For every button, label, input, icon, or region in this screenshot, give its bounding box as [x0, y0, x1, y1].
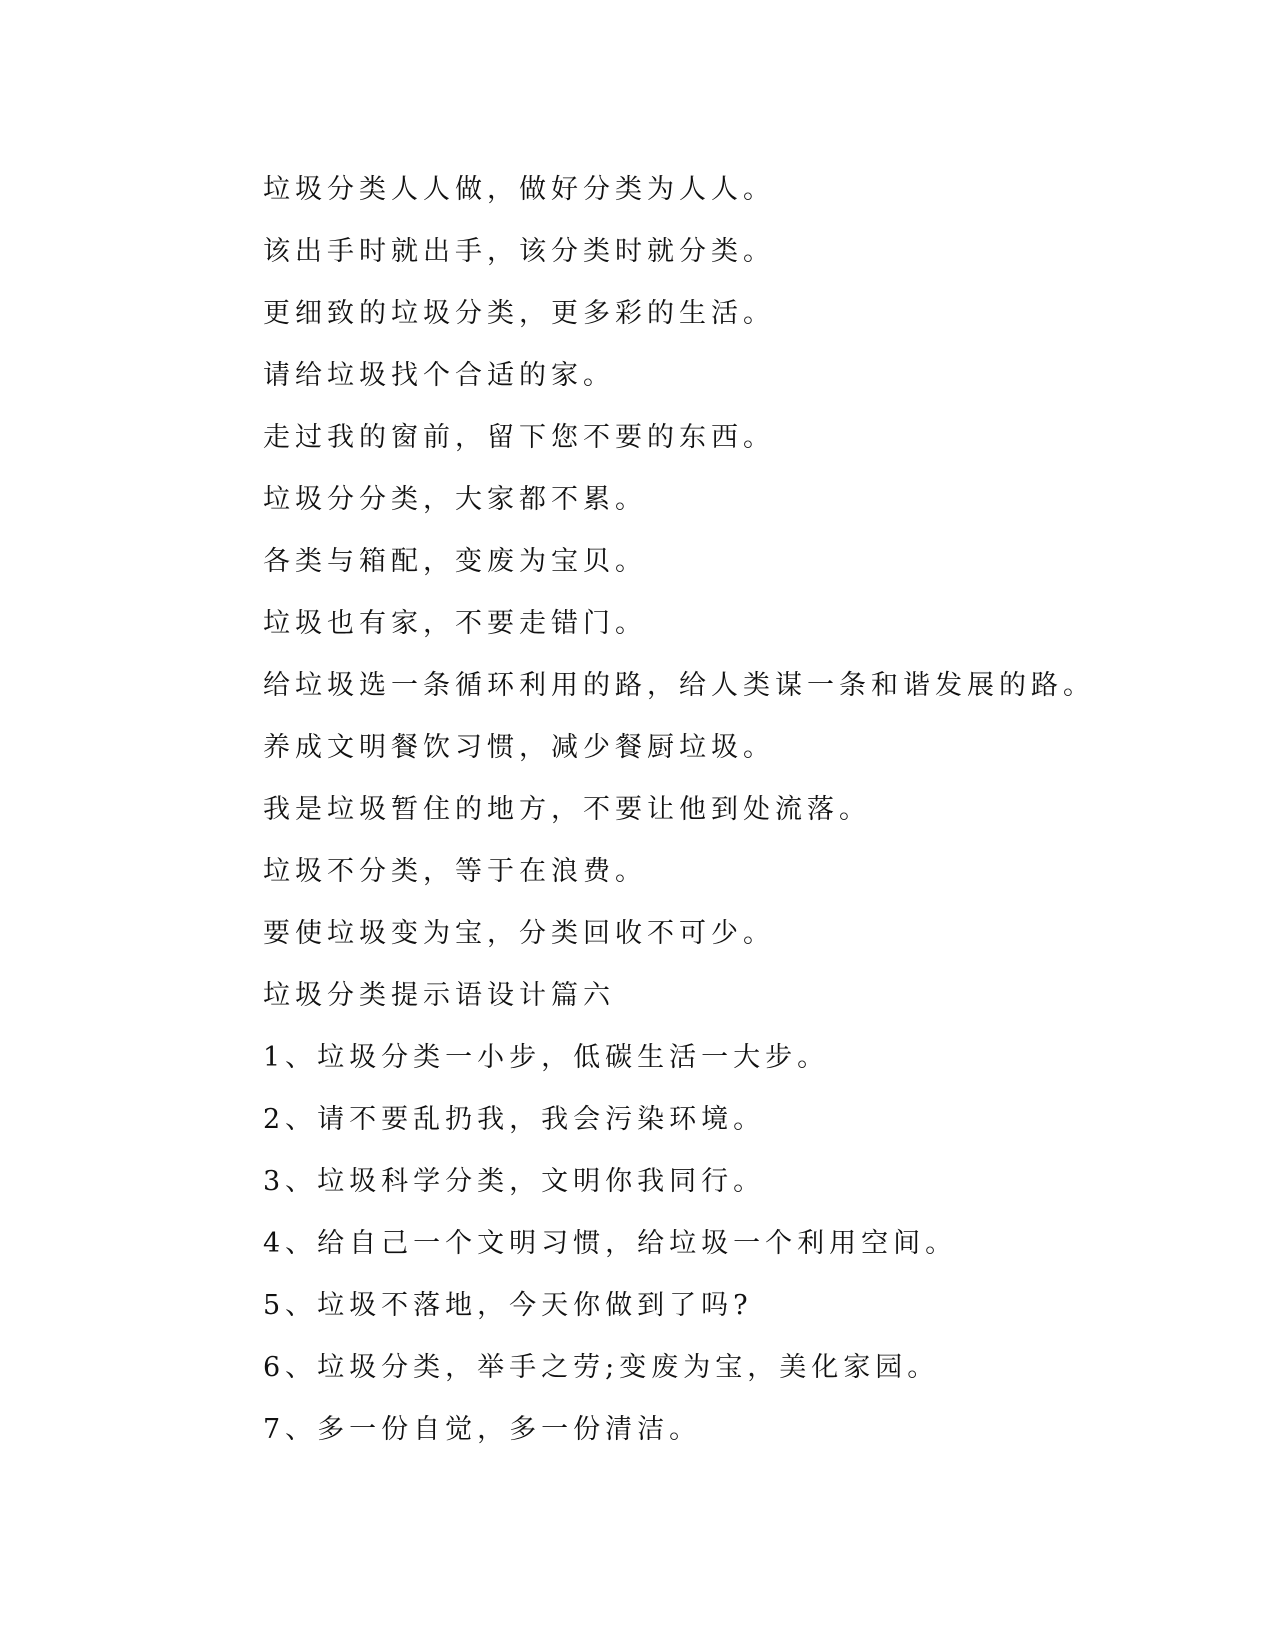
numbered-slogan: 6、垃圾分类，举手之劳;变废为宝，美化家园。 — [263, 1352, 940, 1383]
numbered-slogan: 1、垃圾分类一小步，低碳生活一大步。 — [263, 1042, 830, 1073]
slogan-line: 养成文明餐饮习惯，减少餐厨垃圾。 — [263, 732, 775, 763]
slogan-line: 各类与箱配，变废为宝贝。 — [263, 546, 647, 577]
numbered-slogan: 7、多一份自觉，多一份清洁。 — [263, 1414, 702, 1445]
slogan-line: 要使垃圾变为宝，分类回收不可少。 — [263, 918, 775, 949]
slogan-line: 更细致的垃圾分类，更多彩的生活。 — [263, 298, 775, 329]
slogan-line: 垃圾分类人人做，做好分类为人人。 — [263, 174, 775, 205]
slogan-line: 给垃圾选一条循环利用的路，给人类谋一条和谐发展的路。 — [263, 670, 1095, 701]
numbered-slogan: 2、请不要乱扔我，我会污染环境。 — [263, 1104, 766, 1135]
slogan-line: 垃圾也有家，不要走错门。 — [263, 608, 647, 639]
slogan-line: 该出手时就出手，该分类时就分类。 — [263, 236, 775, 267]
numbered-slogan: 5、垃圾不落地，今天你做到了吗? — [263, 1290, 753, 1321]
numbered-slogan: 3、垃圾科学分类，文明你我同行。 — [263, 1166, 766, 1197]
slogan-line: 垃圾分分类，大家都不累。 — [263, 484, 647, 515]
slogan-line: 走过我的窗前，留下您不要的东西。 — [263, 422, 775, 453]
numbered-slogan: 4、给自己一个文明习惯，给垃圾一个利用空间。 — [263, 1228, 958, 1259]
section-heading: 垃圾分类提示语设计篇六 — [263, 980, 615, 1011]
document-body — [263, 168, 1143, 1470]
slogan-line: 我是垃圾暂住的地方，不要让他到处流落。 — [263, 794, 871, 825]
slogan-line: 请给垃圾找个合适的家。 — [263, 360, 615, 391]
slogan-line: 垃圾不分类，等于在浪费。 — [263, 856, 647, 887]
